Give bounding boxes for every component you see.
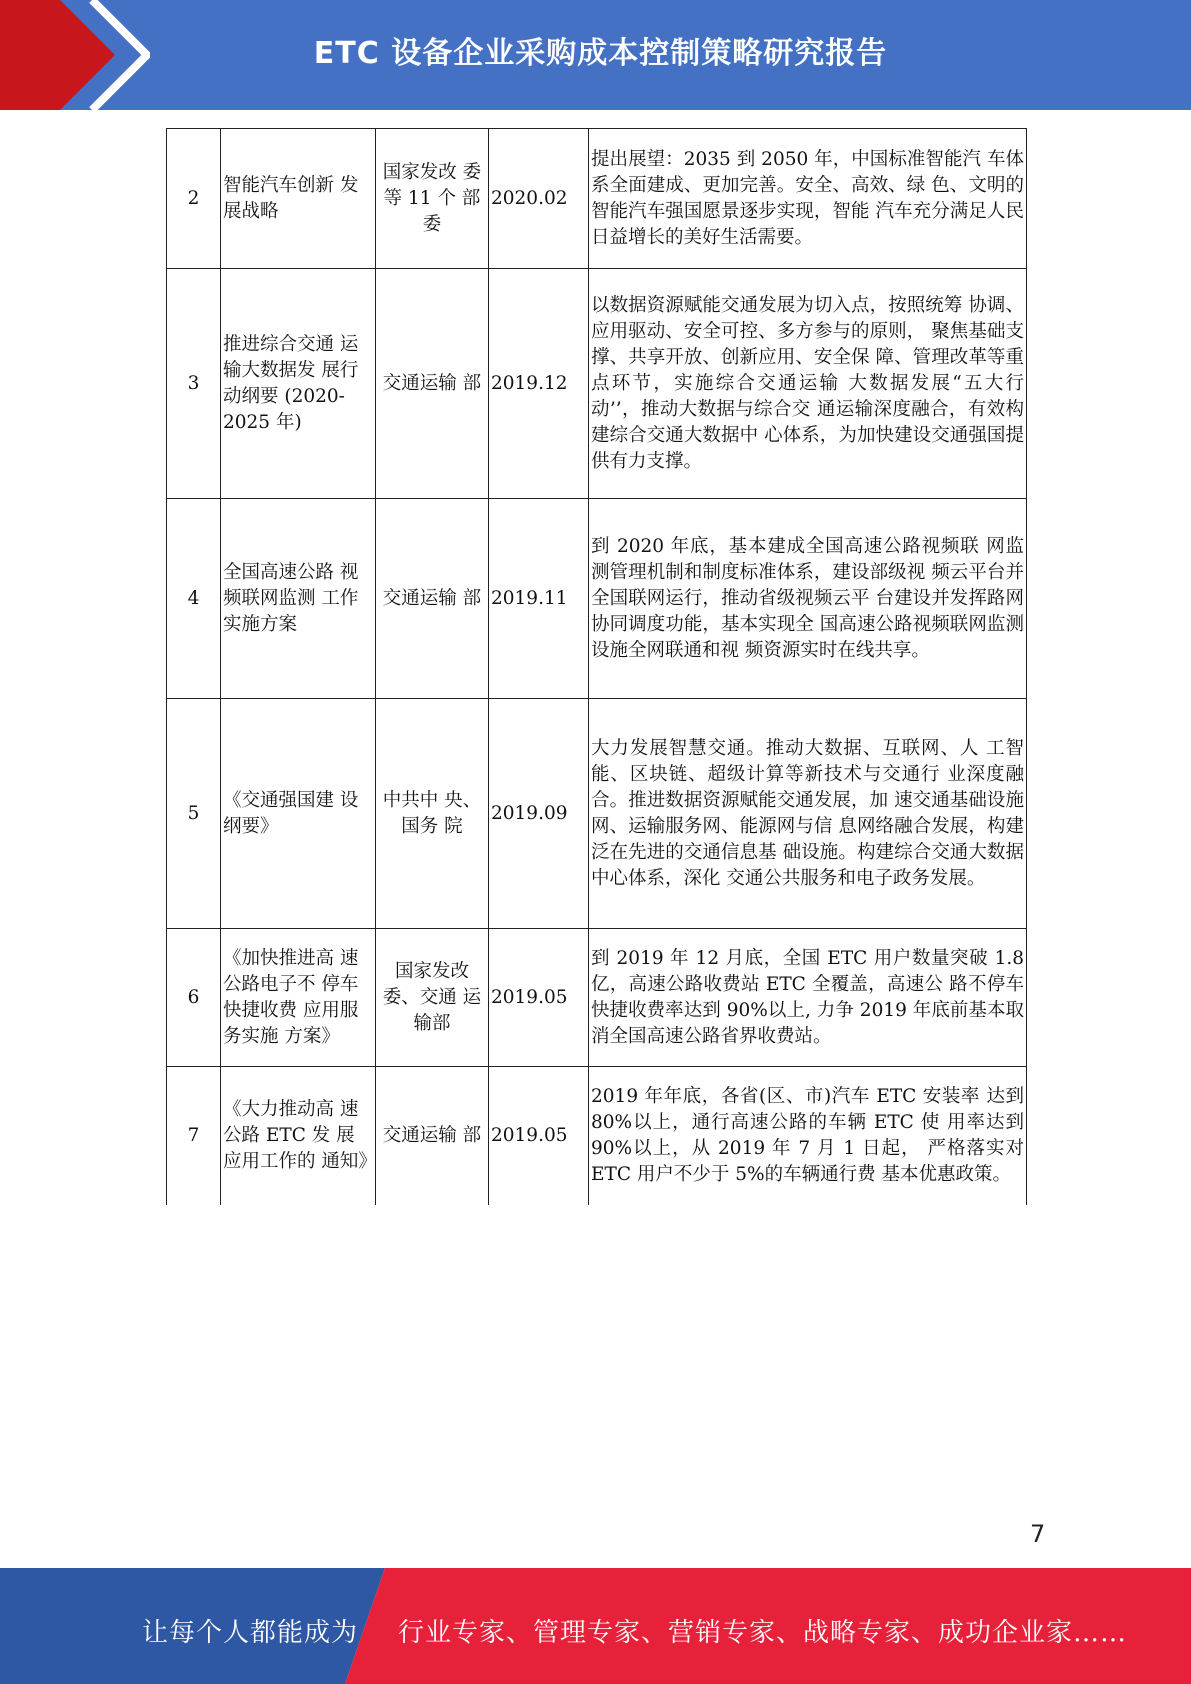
policy-name: 《大力推动高 速公路 ETC 发 展应用工作的 通知》	[221, 1067, 376, 1205]
issue-date: 2019.05	[489, 929, 589, 1067]
row-number: 2	[167, 129, 221, 269]
issuing-department: 国家发改 委等 11 个 部委	[376, 129, 489, 269]
table-row	[167, 929, 1027, 1067]
page-header	[0, 0, 1191, 110]
row-number: 7	[167, 1067, 221, 1205]
issue-date: 2019.09	[489, 699, 589, 929]
issuing-department: 国家发改 委、交通 运输部	[376, 929, 489, 1067]
issuing-department: 交通运输 部	[376, 499, 489, 699]
policy-name: 推进综合交通 运输大数据发 展行动纲要 (2020-2025 年)	[221, 269, 376, 499]
table-row	[167, 499, 1027, 699]
issue-date: 2019.05	[489, 1067, 589, 1205]
issuing-department: 中共中 央、国务 院	[376, 699, 489, 929]
policy-name: 《交通强国建 设纲要》	[221, 699, 376, 929]
page-number: 7	[1030, 1520, 1046, 1548]
footer-slogan-right: 行业专家、管理专家、营销专家、战略专家、成功企业家……	[398, 1618, 1128, 1648]
policy-name: 智能汽车创新 发展战略	[221, 129, 376, 269]
footer-slogan-left: 让每个人都能成为	[142, 1618, 359, 1648]
row-number: 5	[167, 699, 221, 929]
table-row	[167, 269, 1027, 499]
row-number: 6	[167, 929, 221, 1067]
policy-content: 以数据资源赋能交通发展为切入点，按照统筹 协调、应用驱动、安全可控、多方参与的原则， 聚焦基础支撑、共享开放、创新应用、安全保 障、管理改革等重点环节，实施综合交通运输 大数据发展“五大行动’’，推动大数据与综合交 通运输深度融合，有效构建综合交通大数据中 心体系，为加快建设交通强国提供有力支撑。	[589, 269, 1027, 499]
issuing-department: 交通运输 部	[376, 1067, 489, 1205]
issuing-department: 交通运输 部	[376, 269, 489, 499]
policy-content: 提出展望：2035 到 2050 年，中国标准智能汽 车体系全面建成、更加完善。安全、高效、绿 色、文明的智能汽车强国愿景逐步实现，智能 汽车充分满足人民日益增长的美好生活需要。	[589, 129, 1027, 269]
policy-content: 到 2020 年底，基本建成全国高速公路视频联 网监测管理机制和制度标准体系，建设部级视 频云平台并全国联网运行，推动省级视频云平 台建设并发挥路网协同调度功能，基本实现全 国高速公路视频联网监测设施全网联通和视 频资源实时在线共享。	[589, 499, 1027, 699]
policy-table	[166, 128, 1027, 1205]
row-number: 3	[167, 269, 221, 499]
policy-content: 大力发展智慧交通。推动大数据、互联网、人 工智能、区块链、超级计算等新技术与交通行 业深度融合。推进数据资源赋能交通发展，加 速交通基础设施网、运输服务网、能源网与信 息网络融合发展，构建泛在先进的交通信息基 础设施。构建综合交通大数据中心体系，深化 交通公共服务和电子政务发展。	[589, 699, 1027, 929]
table-row	[167, 1067, 1027, 1205]
policy-content: 2019 年年底，各省(区、市)汽车 ETC 安装率 达到 80%以上，通行高速公路的车辆 ETC 使 用率达到 90%以上，从 2019 年 7 月 1 日起， 严格落实对 ETC 用户不少于 5%的车辆通行费 基本优惠政策。	[589, 1067, 1027, 1205]
issue-date: 2020.02	[489, 129, 589, 269]
policy-name: 全国高速公路 视频联网监测 工作实施方案	[221, 499, 376, 699]
table-row	[167, 699, 1027, 929]
page-footer	[0, 1568, 1191, 1684]
issue-date: 2019.12	[489, 269, 589, 499]
table-row	[167, 129, 1027, 269]
issue-date: 2019.11	[489, 499, 589, 699]
report-title: ETC 设备企业采购成本控制策略研究报告	[313, 36, 888, 71]
row-number: 4	[167, 499, 221, 699]
policy-name: 《加快推进高 速公路电子不 停车快捷收费 应用服务实施 方案》	[221, 929, 376, 1067]
policy-content: 到 2019 年 12 月底，全国 ETC 用户数量突破 1.8 亿，高速公路收费站 ETC 全覆盖，高速公 路不停车快捷收费率达到 90%以上, 力争 2019 年底前基本取消全国高速公路省界收费站。	[589, 929, 1027, 1067]
